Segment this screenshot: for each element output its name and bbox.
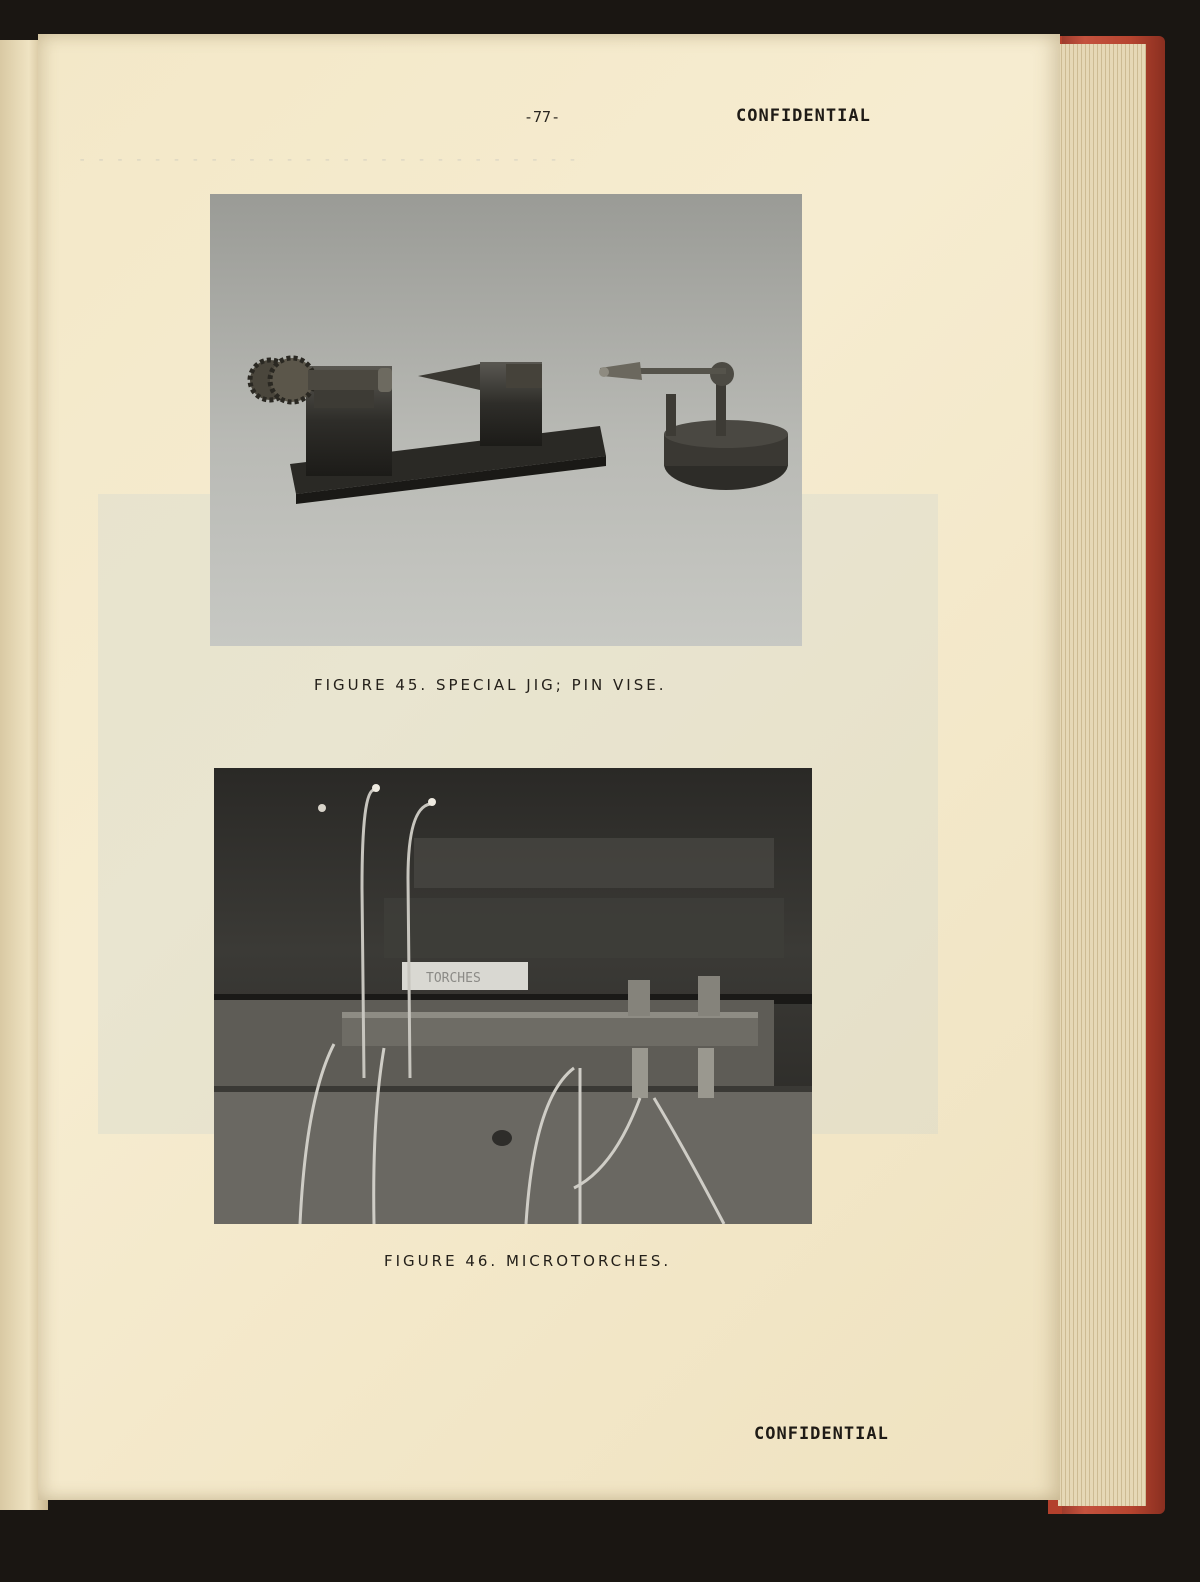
torches-label: TORCHES <box>426 971 481 986</box>
figure-45-photo <box>210 194 802 646</box>
book-page <box>38 34 1060 1500</box>
bleed-through-line: - - - - - - - - - - - - - - - - - - - - - - - - - - - <box>78 152 578 168</box>
header-classification: CONFIDENTIAL <box>736 106 871 126</box>
figure-46-photo <box>214 768 812 1224</box>
page-block-edges <box>1058 44 1146 1506</box>
footer-classification: CONFIDENTIAL <box>754 1424 889 1444</box>
figure-45-caption: FIGURE 45. SPECIAL JIG; PIN VISE. <box>314 676 667 694</box>
figure-46-caption: FIGURE 46. MICROTORCHES. <box>384 1252 672 1270</box>
page-number: -77- <box>524 108 561 126</box>
